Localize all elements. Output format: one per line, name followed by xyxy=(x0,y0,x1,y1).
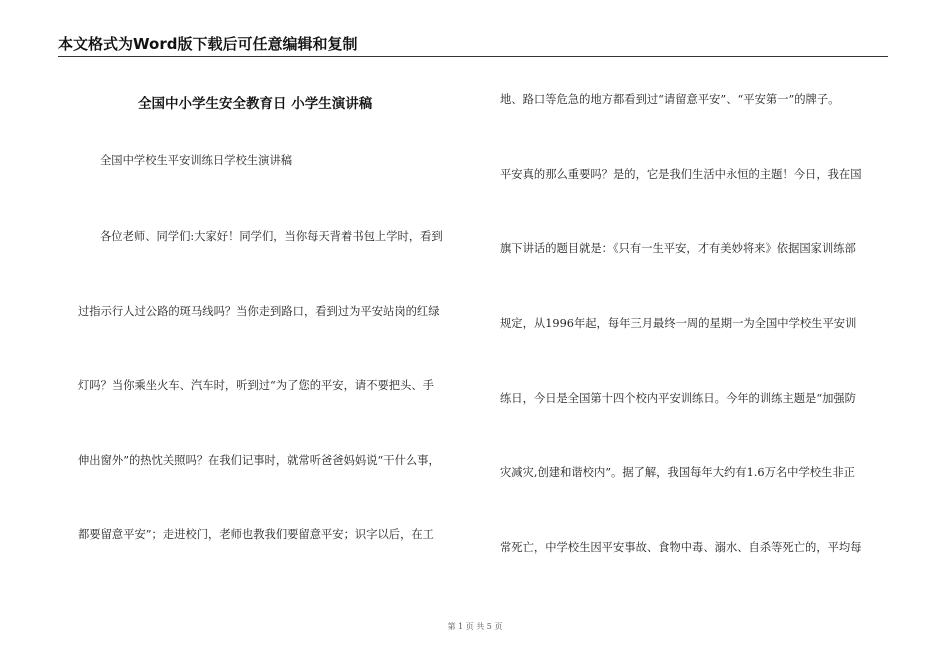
paragraph-line: 伸出窗外”的热忱关照吗？在我们记事时，就常听爸爸妈妈说“干什么事， xyxy=(78,454,440,467)
banner-text: 本文格式为Word版下载后可任意编辑和复制 xyxy=(58,35,358,53)
paragraph-line: 都要留意平安”；走进校门，老师也教我们要留意平安；识字以后，在工 xyxy=(78,528,434,541)
paragraph-line: 旗下讲话的题目就是：《只有一生平安，才有美妙将来》依据国家训练部 xyxy=(500,242,856,255)
paragraph-line: 过指示行人过公路的斑马线吗？当你走到路口，看到过为平安站岗的红绿 xyxy=(78,305,440,318)
document-title: 全国中小学生安全教育日 小学生演讲稿 xyxy=(138,96,373,112)
paragraph-line: 地、路口等危急的地方都看到过“请留意平安”、“平安第一”的牌子。 xyxy=(500,93,840,106)
page-number: 第 1 页 共 5 页 xyxy=(447,622,503,631)
paragraph-line: 规定，从1996年起，每年三月最终一周的星期一为全国中学校生平安训 xyxy=(500,317,857,330)
paragraph-line: 常死亡，中学校生因平安事故、食物中毒、溺水、自杀等死亡的，平均每 xyxy=(500,541,862,554)
paragraph-line: 各位老师、同学们:大家好！同学们，当你每天背着书包上学时，看到 xyxy=(100,230,443,243)
subtitle-line: 全国中学校生平安训练日学校生演讲稿 xyxy=(100,154,293,167)
header-banner xyxy=(58,34,888,57)
paragraph-line: 灾减灾,创建和谐校内”。据了解，我国每年大约有1.6万名中学校生非正 xyxy=(500,466,855,479)
paragraph-line: 灯吗？当你乘坐火车、汽车时，听到过“为了您的平安，请不要把头、手 xyxy=(78,379,434,392)
paragraph-line: 平安真的那么重要吗？是的，它是我们生活中永恒的主题！今日，我在国 xyxy=(500,168,862,181)
paragraph-line: 练日，今日是全国第十四个校内平安训练日。今年的训练主题是“加强防 xyxy=(500,392,856,405)
